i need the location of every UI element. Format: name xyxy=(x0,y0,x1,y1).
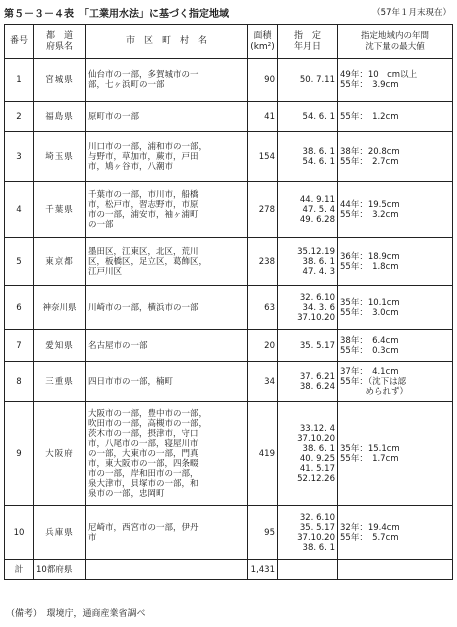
total-blank xyxy=(86,560,248,580)
designation-date: 50. 7.11 xyxy=(278,59,338,102)
prefecture: 三重県 xyxy=(34,362,86,402)
prefecture: 福島県 xyxy=(34,102,86,132)
table-caption xyxy=(4,5,453,21)
municipalities: 名古屋市の一部 xyxy=(86,330,248,362)
total-label: 計 xyxy=(5,560,34,580)
row-number: 7 xyxy=(5,330,34,362)
municipalities: 千葉市の一部，市川市，船橋 市，松戸市，習志野市，市原 市の一部，浦安市，袖ヶ浦町 の一部 xyxy=(86,182,248,238)
designation-date: 35. 5.17 xyxy=(278,330,338,362)
row-number: 6 xyxy=(5,286,34,330)
max-subsidence: 36年：18.9cm 55年： 1.8cm xyxy=(338,238,453,286)
max-subsidence: 49年：10 cm以上 55年： 3.9cm xyxy=(338,59,453,102)
header-row xyxy=(5,25,453,59)
municipalities: 尼崎市，西宮市の一部，伊丹 市 xyxy=(86,506,248,560)
prefecture: 千葉県 xyxy=(34,182,86,238)
table-row xyxy=(5,362,453,402)
table-row xyxy=(5,506,453,560)
header-prefecture: 都 道 府県名 xyxy=(34,25,86,59)
row-number: 8 xyxy=(5,362,34,402)
designation-date: 35.12.19 38. 6. 1 47. 4. 3 xyxy=(278,238,338,286)
max-subsidence: 38年：20.8cm 55年： 2.7cm xyxy=(338,132,453,182)
prefecture: 東京都 xyxy=(34,238,86,286)
total-prefecture-count: 10都府県 xyxy=(34,560,86,580)
header-number: 番号 xyxy=(5,25,34,59)
municipalities: 原町市の一部 xyxy=(86,102,248,132)
max-subsidence: 44年：19.5cm 55年： 3.2cm xyxy=(338,182,453,238)
max-subsidence: 35年：10.1cm 55年： 3.0cm xyxy=(338,286,453,330)
area: 41 xyxy=(248,102,278,132)
area: 63 xyxy=(248,286,278,330)
table-row xyxy=(5,330,453,362)
municipalities: 墨田区，江東区，北区，荒川 区，板橋区，足立区，葛飾区， 江戸川区 xyxy=(86,238,248,286)
designation-date: 32. 6.10 35. 5.17 37.10.20 38. 6. 1 xyxy=(278,506,338,560)
row-number: 9 xyxy=(5,402,34,506)
designation-date: 37. 6.21 38. 6.24 xyxy=(278,362,338,402)
area: 90 xyxy=(248,59,278,102)
total-row xyxy=(5,560,453,580)
table-row xyxy=(5,402,453,506)
area: 419 xyxy=(248,402,278,506)
row-number: 1 xyxy=(5,59,34,102)
max-subsidence: 37年： 4.1cm 55年：（沈下は認 められず） xyxy=(338,362,453,402)
designated-areas-table xyxy=(4,24,453,580)
prefecture: 埼玉県 xyxy=(34,132,86,182)
designation-date: 54. 6. 1 xyxy=(278,102,338,132)
prefecture: 神奈川県 xyxy=(34,286,86,330)
table-title: 第５－３－４表 「工業用水法」に基づく指定地域 xyxy=(4,9,229,20)
table-row xyxy=(5,238,453,286)
header-municipality: 市 区 町 村 名 xyxy=(86,25,248,59)
municipalities: 仙台市の一部，多賀城市の一 部，七ヶ浜町の一部 xyxy=(86,59,248,102)
total-blank xyxy=(278,560,338,580)
table-row xyxy=(5,132,453,182)
table-row xyxy=(5,286,453,330)
prefecture: 大阪府 xyxy=(34,402,86,506)
designation-date: 44. 9.11 47. 5. 4 49. 6.28 xyxy=(278,182,338,238)
table-row xyxy=(5,59,453,102)
row-number: 2 xyxy=(5,102,34,132)
area: 95 xyxy=(248,506,278,560)
header-subsidence: 指定地域内の年間 沈下量の最大値 xyxy=(338,25,453,59)
prefecture: 宮城県 xyxy=(34,59,86,102)
prefecture: 愛知県 xyxy=(34,330,86,362)
municipalities: 四日市市の一部，楠町 xyxy=(86,362,248,402)
row-number: 4 xyxy=(5,182,34,238)
header-area: 面積 (km²) xyxy=(248,25,278,59)
max-subsidence: 35年：15.1cm 55年： 1.7cm xyxy=(338,402,453,506)
municipalities: 川口市の一部，浦和市の一部， 与野市，草加市，蕨市，戸田 市，鳩ヶ谷市，八潮市 xyxy=(86,132,248,182)
municipalities: 大阪市の一部，豊中市の一部， 吹田市の一部，高槻市の一部， 茨木市の一部，摂津市，守口 市，八尾市の一部，寝屋川市 の一部，大東市の一部，門真 市，東大阪市の一部，四条畷 市の一部，岸和田市の一部， 泉大津市，貝塚市の一部，和 泉市の一部，忠岡町 xyxy=(86,402,248,506)
total-blank xyxy=(338,560,453,580)
row-number: 5 xyxy=(5,238,34,286)
row-number: 3 xyxy=(5,132,34,182)
designation-date: 38. 6. 1 54. 6. 1 xyxy=(278,132,338,182)
area: 34 xyxy=(248,362,278,402)
max-subsidence: 38年： 6.4cm 55年： 0.3cm xyxy=(338,330,453,362)
max-subsidence: 32年：19.4cm 55年： 5.7cm xyxy=(338,506,453,560)
total-area: 1,431 xyxy=(248,560,278,580)
municipalities: 川崎市の一部，横浜市の一部 xyxy=(86,286,248,330)
area: 20 xyxy=(248,330,278,362)
designation-date: 33.12. 4 37.10.20 38. 6. 1 40. 9.25 41. 5.17 52.12.26 xyxy=(278,402,338,506)
designation-date: 32. 6.10 34. 3. 6 37.10.20 xyxy=(278,286,338,330)
header-date: 指 定 年月日 xyxy=(278,25,338,59)
area: 278 xyxy=(248,182,278,238)
max-subsidence: 55年： 1.2cm xyxy=(338,102,453,132)
prefecture: 兵庫県 xyxy=(34,506,86,560)
source-note: （備考） 環境庁，通商産業省調べ xyxy=(6,609,146,619)
as-of-date: （57年１月末現在） xyxy=(372,8,451,18)
table-row xyxy=(5,182,453,238)
table-row xyxy=(5,102,453,132)
area: 154 xyxy=(248,132,278,182)
area: 238 xyxy=(248,238,278,286)
row-number: 10 xyxy=(5,506,34,560)
